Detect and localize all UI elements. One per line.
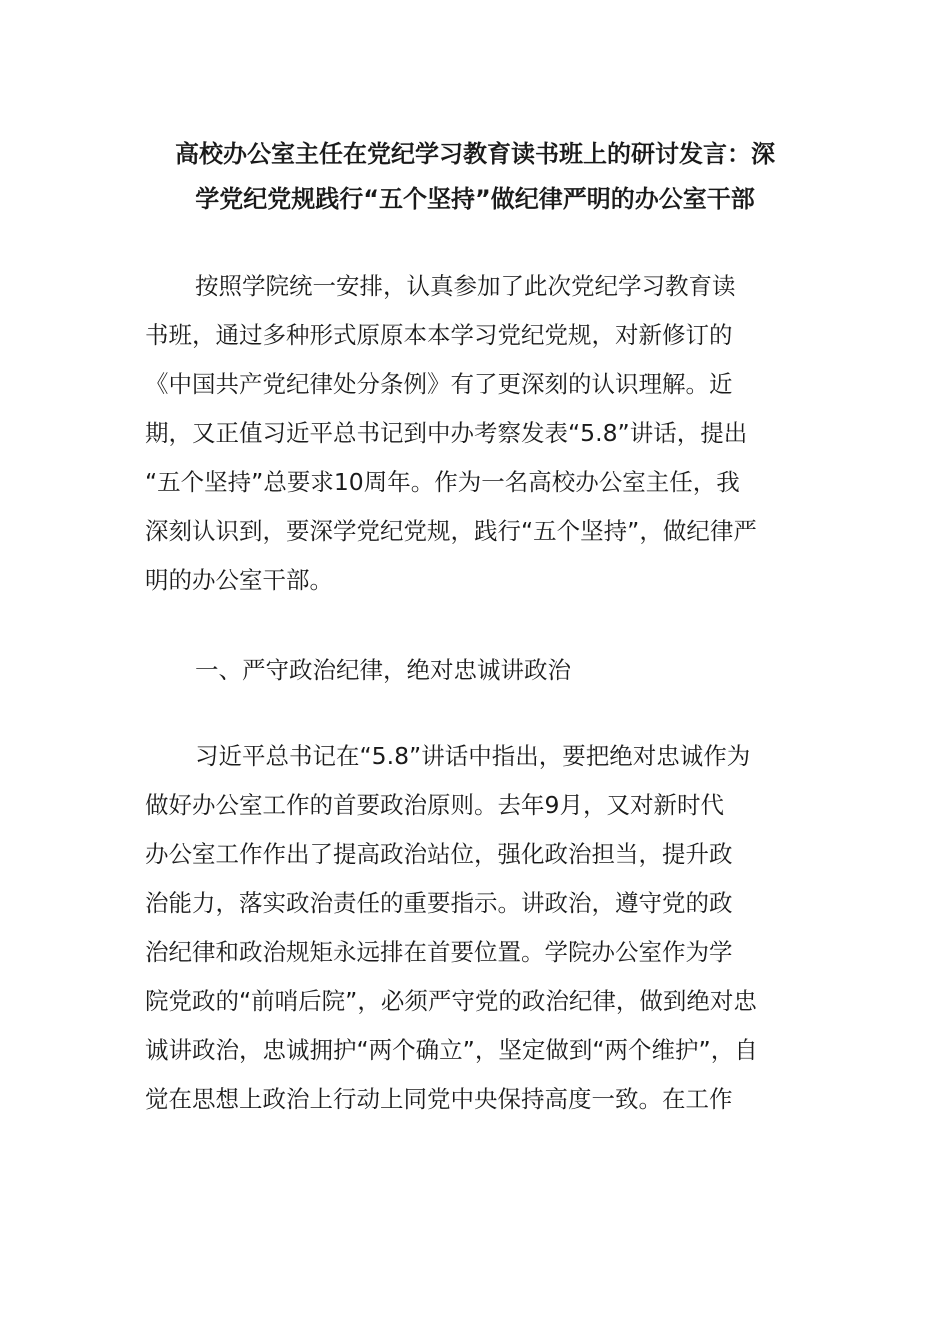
section-paragraph (145, 732, 815, 1124)
text-line: 按照学院统一安排，认真参加了此次党纪学习教育读 (195, 272, 736, 300)
text-line: 深刻认识到，要深学党纪党规，践行“五个坚持”，做纪律严 (145, 517, 757, 545)
text-line: 书班，通过多种形式原原本本学习党纪党规，对新修订的 (145, 321, 733, 349)
text-line: 觉在思想上政治上行动上同党中央保持高度一致。在工作 (145, 1085, 733, 1113)
text-line: 期，又正值习近平总书记到中办考察发表“5.8”讲话，提出 (145, 419, 748, 447)
title-line: 高校办公室主任在党纪学习教育读书班上的研讨发言：深 (175, 140, 775, 168)
heading-line: 一、严守政治纪律，绝对忠诚讲政治 (195, 656, 571, 684)
section-heading (145, 646, 815, 695)
text-line: 办公室工作作出了提高政治站位，强化政治担当，提升政 (145, 840, 733, 868)
text-line: 《中国共产党纪律处分条例》有了更深刻的认识理解。近 (145, 370, 733, 398)
text-line: 做好办公室工作的首要政治原则。去年9月，又对新时代 (145, 791, 724, 819)
text-line: 院党政的“前哨后院”，必须严守党的政治纪律，做到绝对忠 (145, 987, 757, 1015)
text-line: 治能力，落实政治责任的重要指示。讲政治，遵守党的政 (145, 889, 733, 917)
text-line: “五个坚持”总要求10周年。作为一名高校办公室主任，我 (145, 468, 740, 496)
intro-paragraph (145, 262, 815, 605)
text-line: 治纪律和政治规矩永远排在首要位置。学院办公室作为学 (145, 938, 733, 966)
title-line: 学党纪党规践行“五个坚持”做纪律严明的办公室干部 (195, 185, 755, 213)
text-line: 习近平总书记在“5.8”讲话中指出，要把绝对忠诚作为 (195, 742, 751, 770)
document-title (0, 132, 950, 222)
text-line: 诚讲政治，忠诚拥护“两个确立”，坚定做到“两个维护”，自 (145, 1036, 758, 1064)
text-line: 明的办公室干部。 (145, 566, 333, 594)
